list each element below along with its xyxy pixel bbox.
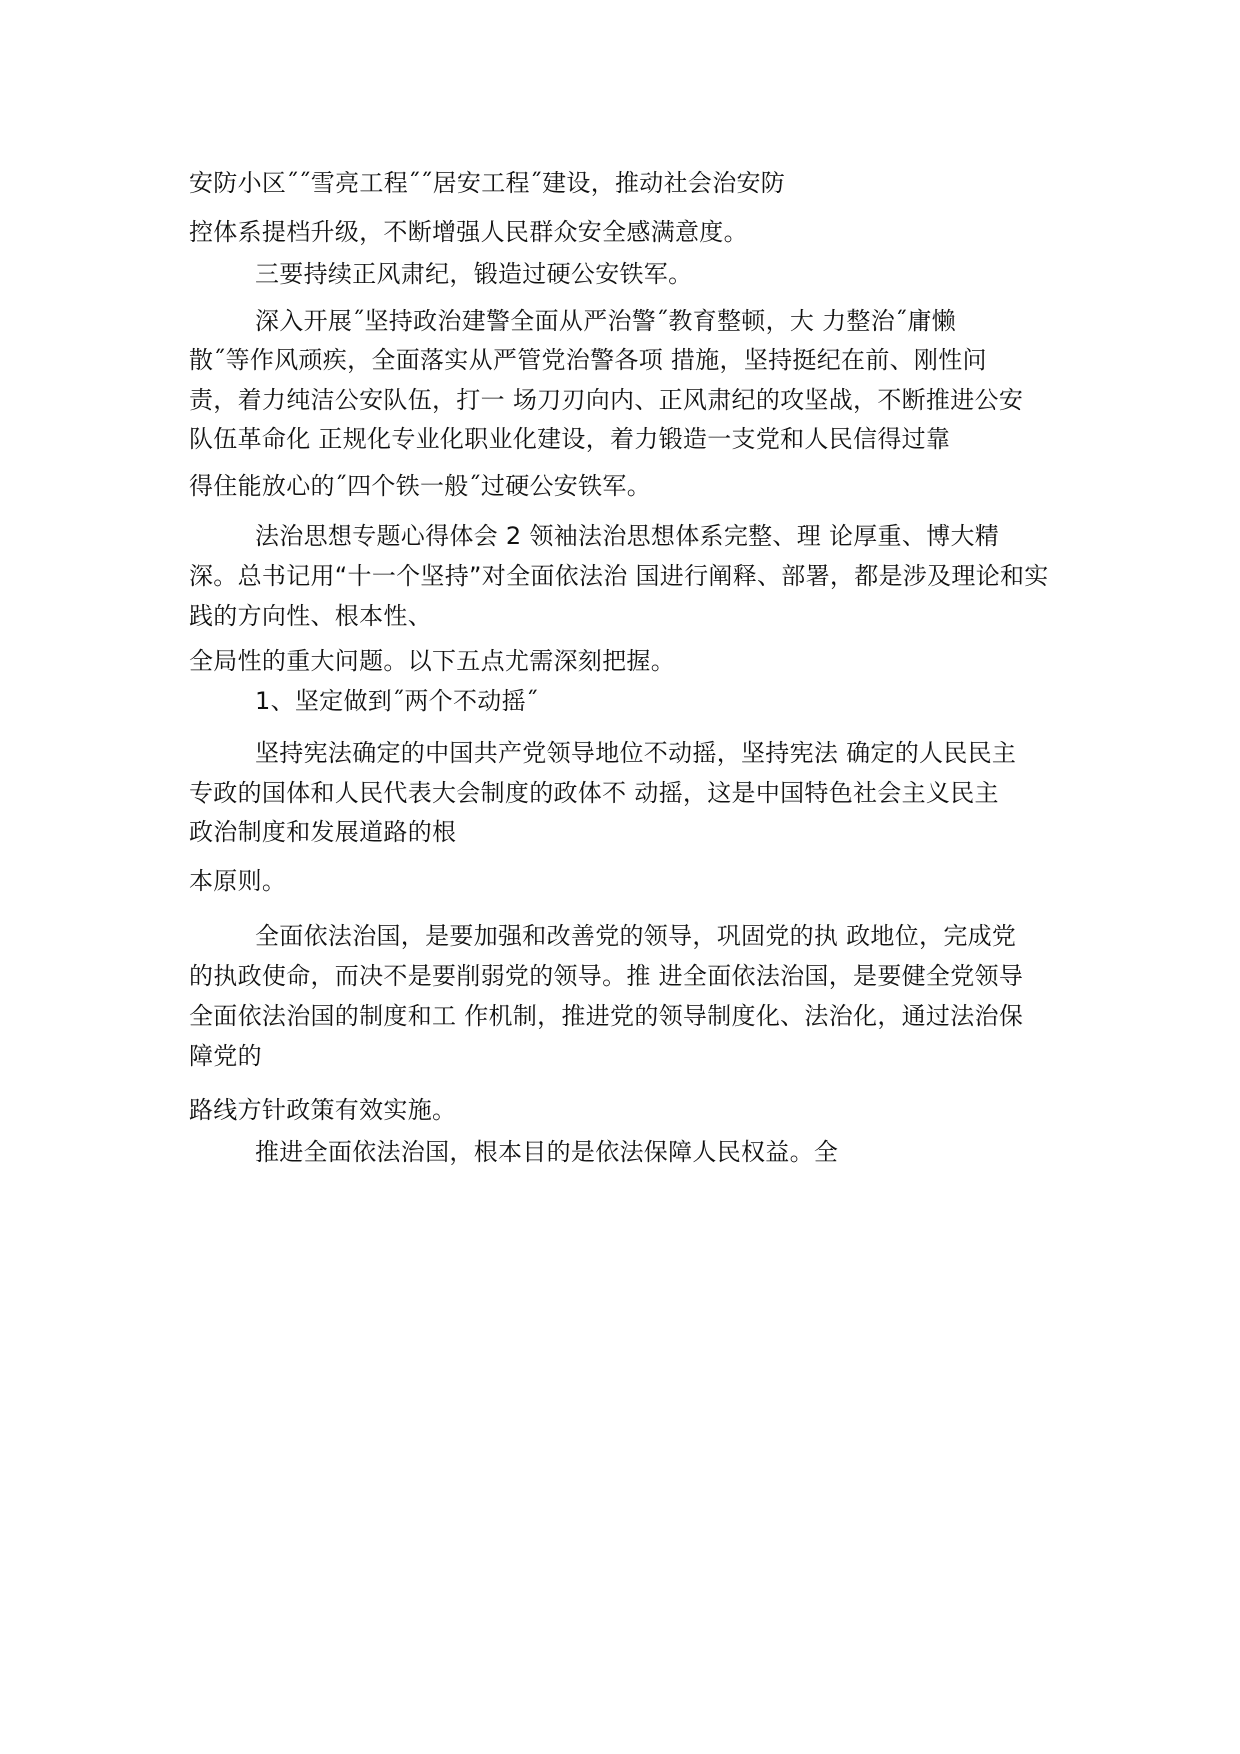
text-line: 散˝等作风顽疾，全面落实从严管党治警各项 措施，坚持挺纪在前、刚性问: [189, 346, 987, 374]
text-line: 三要持续正风肃纪，锻造过硬公安铁军。: [255, 260, 693, 288]
text-line: 本原则。: [189, 867, 287, 895]
text-line: 得住能放心的˝四个铁一般˝过硬公安铁军。: [189, 472, 651, 500]
text-line: 法治思想专题心得体会 2 领袖法治思想体系完整、理 论厚重、博大精: [255, 522, 1000, 550]
text-line: 控体系提档升级，不断增强人民群众安全感满意度。: [189, 218, 748, 246]
text-line: 践的方向性、根本性、: [189, 602, 432, 630]
text-line: 全局性的重大问题。以下五点尤需深刻把握。: [189, 647, 675, 675]
text-line: 政治制度和发展道路的根: [189, 818, 457, 846]
text-line: 全面依法治国的制度和工 作机制，推进党的领导制度化、法治化，通过法治保: [189, 1002, 1024, 1030]
text-line: 队伍革命化 正规化专业化职业化建设，着力锻造一支党和人民信得过靠: [189, 425, 951, 453]
text-line: 路线方针政策有效实施。: [189, 1096, 457, 1124]
text-line: 深。总书记用“十一个坚持”对全面依法治 国进行阐释、部署，都是涉及理论和实: [189, 562, 1049, 590]
text-line: 深入开展˝坚持政治建警全面从严治警˝教育整顿，大 力整治˝庸懒: [255, 307, 956, 335]
text-line: 安防小区˝˝雪亮工程˝˝居安工程˝建设，推动社会治安防: [189, 169, 786, 197]
text-line: 推进全面依法治国，根本目的是依法保障人民权益。全: [255, 1138, 839, 1166]
text-line: 坚持宪法确定的中国共产党领导地位不动摇，坚持宪法 确定的人民民主: [255, 739, 1017, 767]
text-line: 障党的: [189, 1042, 262, 1070]
text-line: 全面依法治国，是要加强和改善党的领导，巩固党的执 政地位，完成党: [255, 922, 1017, 950]
text-line: 专政的国体和人民代表大会制度的政体不 动摇，这是中国特色社会主义民主: [189, 779, 999, 807]
text-line: 责，着力纯洁公安队伍，打一 场刀刃向内、正风肃纪的攻坚战，不断推进公安: [189, 386, 1024, 414]
text-line: 的执政使命，而决不是要削弱党的领导。推 进全面依法治国，是要健全党领导: [189, 962, 1024, 990]
text-line: 1、坚定做到˝两个不动摇˝: [255, 687, 539, 715]
